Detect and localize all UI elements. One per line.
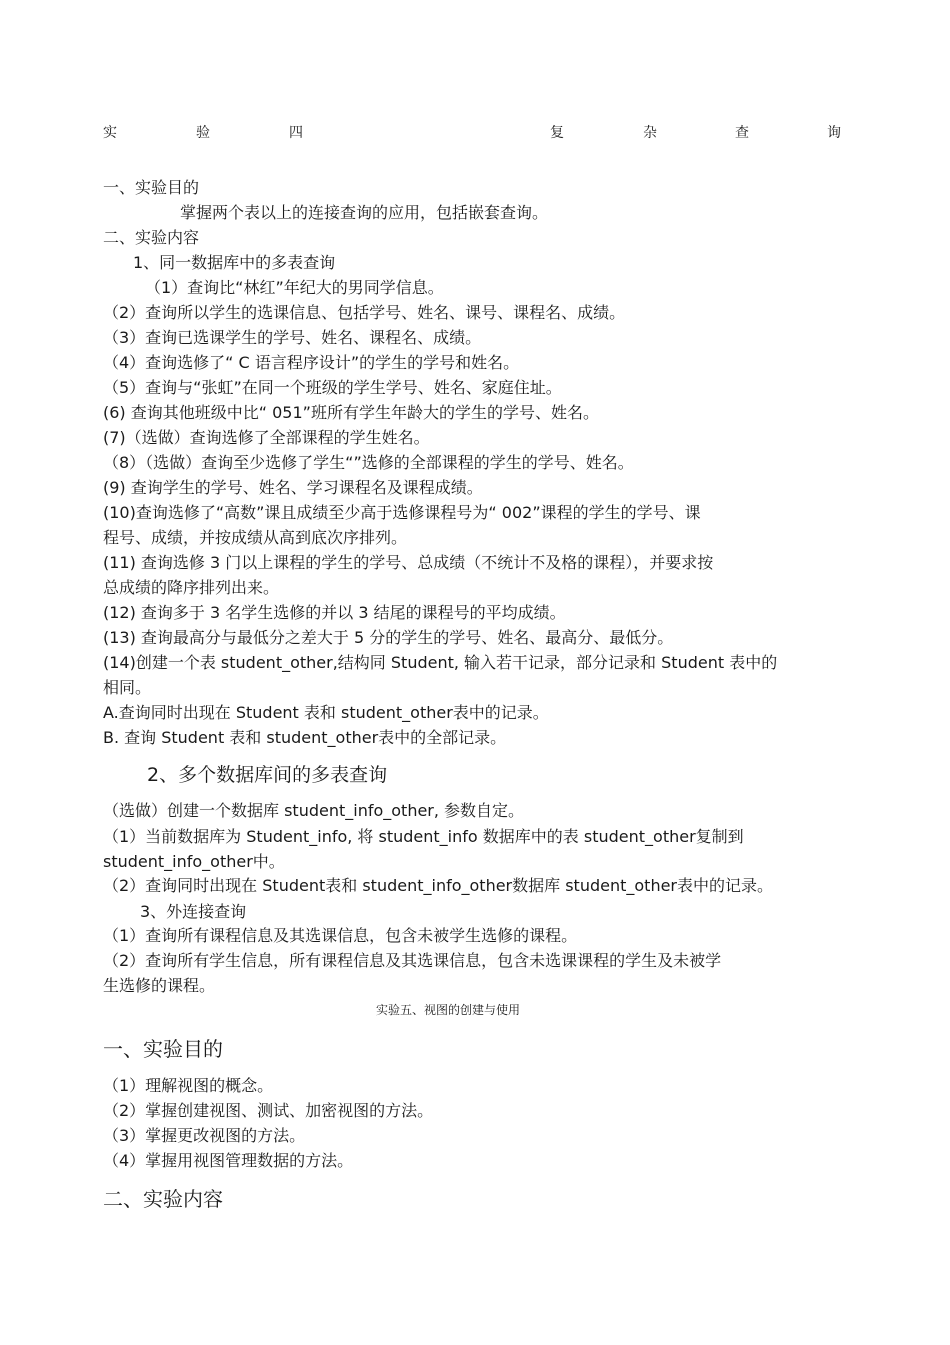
list-item: （2）查询所有学生信息，所有课程信息及其选课信息，包含未选课课程的学生及未被学	[103, 951, 722, 970]
list-item: (10)查询选修了“高数”课且成绩至少高于选修课程号为“ 002”课程的学生的学号、课	[103, 503, 701, 522]
list-item: （选做）创建一个数据库 student_info_other, 参数自定。	[103, 801, 525, 820]
list-item: （1）查询比“林红”年纪大的男同学信息。	[145, 278, 444, 297]
title-char: 杂	[643, 125, 657, 141]
list-item: (9) 查询学生的学号、姓名、学习课程名及课程成绩。	[103, 478, 483, 497]
subsection-heading: 3、外连接查询	[140, 902, 247, 921]
paragraph: 掌握两个表以上的连接查询的应用，包括嵌套查询。	[180, 203, 549, 222]
title-char: 验	[196, 125, 210, 141]
list-item-continued: 总成绩的降序排列出来。	[103, 578, 280, 597]
list-item: （3）查询已选课学生的学号、姓名、课程名、成绩。	[103, 328, 482, 347]
list-item: （2）掌握创建视图、测试、加密视图的方法。	[103, 1101, 434, 1120]
list-item: B. 查询 Student 表和 student_other表中的全部记录。	[103, 728, 507, 747]
section-heading: 二、实验内容	[103, 228, 200, 247]
subsection-heading: 2、多个数据库间的多表查询	[147, 764, 388, 786]
list-item: （1）当前数据库为 Student_info, 将 student_info 数据库中的表 student_other复制到	[103, 827, 744, 846]
section-heading: 一、实验目的	[103, 178, 200, 197]
title-char: 四	[289, 125, 303, 141]
list-item: （1）查询所有课程信息及其选课信息，包含未被学生选修的课程。	[103, 926, 578, 945]
list-item: （2）查询同时出现在 Student表和 student_info_other数据库 student_other表中的记录。	[103, 876, 774, 895]
list-item: (11) 查询选修 3 门以上课程的学生的学号、总成绩（不统计不及格的课程），并要求按	[103, 553, 714, 572]
list-item: （5）查询与“张虹”在同一个班级的学生学号、姓名、家庭住址。	[103, 378, 562, 397]
title-char: 实	[103, 125, 117, 141]
list-item: A.查询同时出现在 Student 表和 student_other表中的记录。	[103, 703, 549, 722]
title-char: 复	[550, 125, 564, 141]
list-item-continued: student_info_other中。	[103, 852, 285, 871]
list-item: (7)（选做）查询选修了全部课程的学生姓名。	[103, 428, 430, 447]
list-item: (13) 查询最高分与最低分之差大于 5 分的学生的学号、姓名、最高分、最低分。	[103, 628, 674, 647]
experiment-title: 实验五、视图的创建与使用	[376, 1003, 521, 1017]
title-char: 查	[735, 125, 749, 141]
list-item: （8）（选做）查询至少选修了学生“”选修的全部课程的学生的学号、姓名。	[103, 453, 634, 472]
section-heading: 二、实验内容	[103, 1187, 223, 1211]
list-item: （4）掌握用视图管理数据的方法。	[103, 1151, 354, 1170]
list-item: （2）查询所以学生的选课信息、包括学号、姓名、课号、课程名、成绩。	[103, 303, 626, 322]
list-item: （1）理解视图的概念。	[103, 1076, 274, 1095]
list-item: (12) 查询多于 3 名学生选修的并以 3 结尾的课程号的平均成绩。	[103, 603, 566, 622]
list-item-continued: 生选修的课程。	[103, 976, 216, 995]
list-item: (6) 查询其他班级中比“ 051”班所有学生年龄大的学生的学号、姓名。	[103, 403, 599, 422]
title-char: 询	[827, 125, 841, 141]
list-item: (14)创建一个表 student_other,结构同 Student, 输入若干记录，部分记录和 Student 表中的	[103, 653, 778, 672]
section-heading: 一、实验目的	[103, 1037, 223, 1061]
list-item: （3）掌握更改视图的方法。	[103, 1126, 306, 1145]
list-item-continued: 相同。	[103, 678, 152, 697]
list-item-continued: 程号、成绩，并按成绩从高到底次序排列。	[103, 528, 408, 547]
subsection-heading: 1、同一数据库中的多表查询	[133, 253, 336, 272]
list-item: （4）查询选修了“ C 语言程序设计”的学生的学号和姓名。	[103, 353, 520, 372]
